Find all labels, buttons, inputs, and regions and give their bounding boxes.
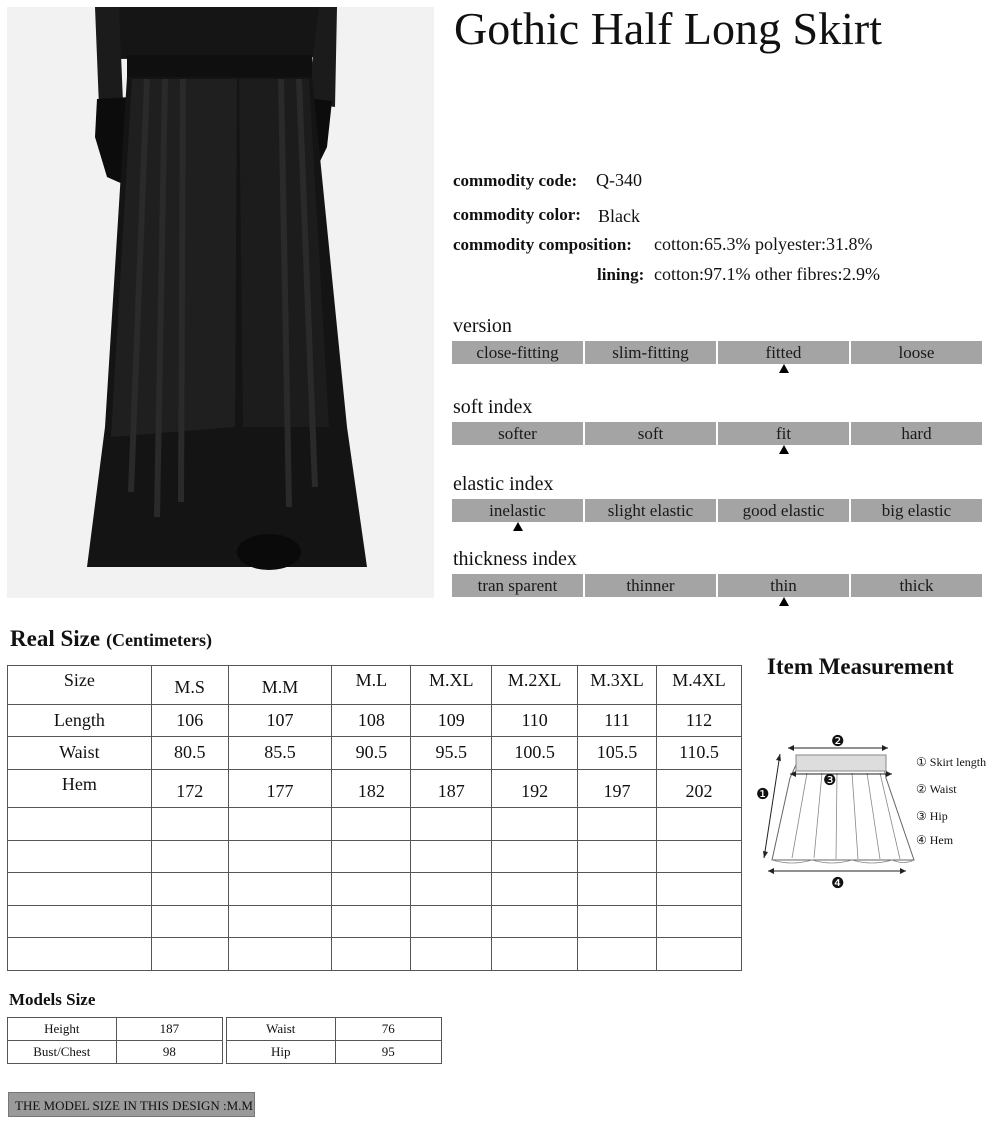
scale-option: thin [718, 574, 849, 597]
scale-option: big elastic [851, 499, 982, 522]
scale-option: tran sparent [452, 574, 583, 597]
scale-option: slim-fitting [585, 341, 716, 364]
table-header-cell: M.L [332, 666, 411, 705]
thickness-index-label: thickness index [453, 548, 577, 570]
table-cell: 106 [151, 704, 228, 737]
table-cell: 172 [151, 769, 228, 808]
commodity-color-value: Black [598, 206, 640, 226]
soft-index-label: soft index [453, 396, 533, 418]
legend-item [916, 755, 986, 770]
table-header-cell: M.2XL [492, 666, 578, 705]
product-title: Gothic Half Long Skirt [454, 3, 882, 54]
real-size-unit: (Centimeters) [106, 630, 213, 650]
real-size-title: Real Size [10, 626, 101, 651]
soft-index-scale [452, 422, 982, 445]
selected-marker [779, 597, 789, 606]
table-cell: 111 [578, 704, 657, 737]
scale-option: loose [851, 341, 982, 364]
table-row [8, 1018, 223, 1041]
table-row-empty [8, 840, 742, 873]
elastic-index-scale [452, 499, 982, 522]
commodity-composition-label: commodity composition: [453, 235, 632, 254]
lining-label: lining: [597, 265, 645, 284]
thickness-index-scale [452, 574, 982, 597]
models-size-table-left [7, 1017, 223, 1064]
selected-marker [779, 445, 789, 454]
table-cell: Hip [227, 1041, 336, 1064]
lining-value: cotton:97.1% other fibres:2.9% [654, 264, 880, 284]
table-cell: Waist [227, 1018, 336, 1041]
table-cell: 110.5 [657, 737, 742, 770]
legend-label: Hip [929, 809, 948, 823]
table-cell: 85.5 [228, 737, 332, 770]
table-cell: 76 [335, 1018, 441, 1041]
table-cell: 187 [116, 1018, 222, 1041]
table-cell: 109 [411, 704, 492, 737]
table-row [8, 737, 742, 770]
table-header-row [8, 666, 742, 705]
table-cell: 202 [657, 769, 742, 808]
commodity-composition-value: cotton:65.3% polyester:31.8% [654, 234, 873, 254]
table-row [227, 1041, 442, 1064]
length-marker: ❶ [756, 787, 770, 803]
hip-marker: ❸ [823, 773, 837, 789]
legend-number: ① [916, 755, 927, 769]
commodity-color-label: commodity color: [453, 205, 581, 224]
waist-marker: ❷ [831, 734, 845, 750]
table-row-empty [8, 808, 742, 841]
scale-option: slight elastic [585, 499, 716, 522]
table-row [8, 1041, 223, 1064]
models-size-title: Models Size [9, 990, 96, 1009]
version-label: version [453, 315, 512, 337]
legend-label: Waist [929, 782, 957, 796]
item-measurement-title: Item Measurement [767, 654, 954, 679]
table-row-empty [8, 905, 742, 938]
table-header-cell: M.XL [411, 666, 492, 705]
scale-option: good elastic [718, 499, 849, 522]
table-row [227, 1018, 442, 1041]
table-header-cell: M.4XL [657, 666, 742, 705]
table-cell: 197 [578, 769, 657, 808]
table-cell: 95.5 [411, 737, 492, 770]
size-table [7, 665, 742, 971]
table-row-header: Length [8, 704, 152, 737]
table-cell: 80.5 [151, 737, 228, 770]
scale-option: softer [452, 422, 583, 445]
legend-item [916, 782, 957, 797]
table-cell: 90.5 [332, 737, 411, 770]
commodity-code-label: commodity code: [453, 171, 578, 190]
table-header-cell: Size [8, 666, 152, 705]
scale-option: hard [851, 422, 982, 445]
table-row-empty [8, 873, 742, 906]
legend-item [916, 833, 953, 848]
product-photo [7, 7, 434, 598]
table-cell: 107 [228, 704, 332, 737]
table-cell: 187 [411, 769, 492, 808]
elastic-index-label: elastic index [453, 473, 554, 495]
table-cell: 182 [332, 769, 411, 808]
table-cell: 105.5 [578, 737, 657, 770]
models-size-table-right [226, 1017, 442, 1064]
legend-label: Hem [929, 833, 954, 847]
scale-option: soft [585, 422, 716, 445]
table-header-cell: M.3XL [578, 666, 657, 705]
hem-marker: ❹ [831, 876, 845, 892]
scale-option: close-fitting [452, 341, 583, 364]
scale-option: inelastic [452, 499, 583, 522]
table-cell: 112 [657, 704, 742, 737]
table-cell: 177 [228, 769, 332, 808]
table-cell: 98 [116, 1041, 222, 1064]
legend-number: ④ [916, 833, 927, 847]
table-cell: 95 [335, 1041, 441, 1064]
table-header-cell: M.M [228, 666, 332, 705]
table-cell: 108 [332, 704, 411, 737]
real-size-heading [10, 626, 212, 652]
table-row [8, 704, 742, 737]
scale-option: thinner [585, 574, 716, 597]
scale-option: fit [718, 422, 849, 445]
table-row-empty [8, 938, 742, 971]
commodity-code-value: Q-340 [596, 170, 642, 190]
table-cell: Bust/Chest [8, 1041, 117, 1064]
scale-option: fitted [718, 341, 849, 364]
scale-option: thick [851, 574, 982, 597]
legend-item [916, 809, 948, 824]
table-header-cell: M.S [151, 666, 228, 705]
legend-label: Skirt length [929, 755, 987, 769]
table-cell: 100.5 [492, 737, 578, 770]
table-cell: 110 [492, 704, 578, 737]
selected-marker [513, 522, 523, 531]
table-row-header: Hem [8, 769, 152, 808]
table-row-header: Waist [8, 737, 152, 770]
version-scale [452, 341, 982, 364]
table-cell: 192 [492, 769, 578, 808]
legend-number: ③ [916, 809, 927, 823]
table-cell: Height [8, 1018, 117, 1041]
legend-number: ② [916, 782, 927, 796]
measurement-diagram [752, 728, 998, 898]
table-row [8, 769, 742, 808]
model-size-note: THE MODEL SIZE IN THIS DESIGN :M.M [8, 1092, 255, 1117]
selected-marker [779, 364, 789, 373]
